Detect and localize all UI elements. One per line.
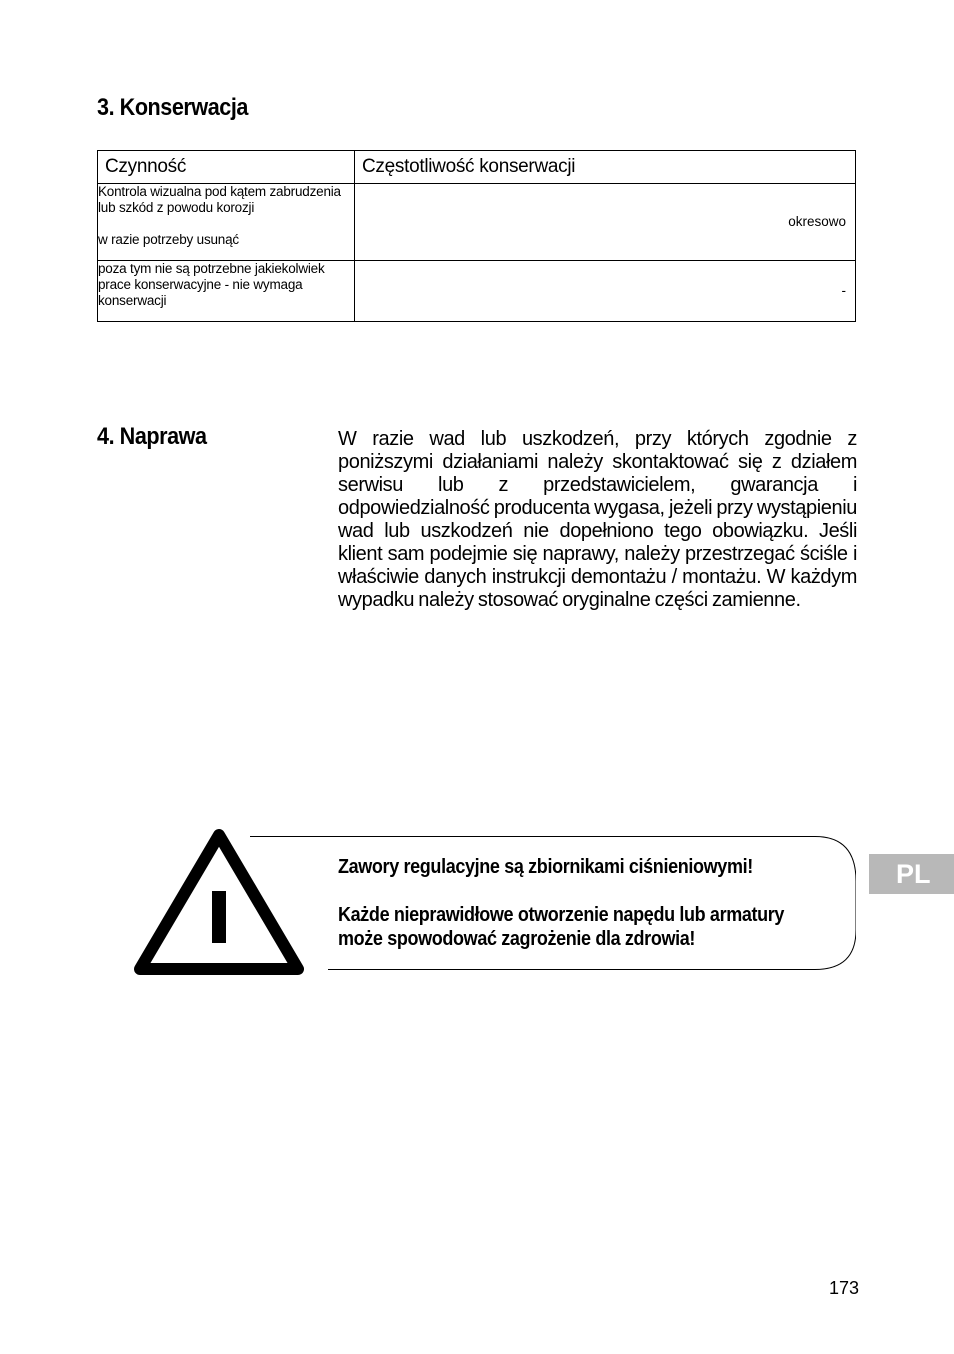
section-heading-naprawa: 4. Naprawa — [97, 423, 207, 450]
repair-paragraph: W razie wad lub uszkodzeń, przy których zgodnie z poniższymi działaniami należy skontaktować się z działem serwisu lub z przedstawicielem, gwarancja i odpowiedzialność producenta wygasa, jeżeli przy wystąpieniu wad lub uszkodzeń nie dopełniono tego obowiązku. Jeśli klient sam podejmie się naprawy, należy przestrzegać ściśle i właściwie danych instrukcji demontażu / montażu. W każdym wypadku należy stosować oryginalne części zamienne. — [338, 428, 857, 611]
activity-text: w razie potrzeby usunąć — [98, 232, 239, 247]
page-number: 173 — [829, 1278, 860, 1298]
section-heading-konserwacja: 3. Konserwacja — [97, 94, 248, 121]
frequency-text: - — [841, 283, 846, 298]
activity-cell — [98, 184, 355, 261]
activity-text: Kontrola wizualna pod kątem zabrudzenia lub szkód z powodu korozji — [98, 184, 341, 215]
table-row — [98, 261, 856, 322]
warning-triangle-icon — [134, 829, 304, 979]
table-row — [98, 184, 856, 261]
frequency-cell — [355, 184, 856, 261]
activity-cell — [98, 261, 355, 322]
maintenance-table — [97, 150, 856, 322]
language-tab: PL — [869, 854, 954, 894]
warning-text-danger: Każde nieprawidłowe otworzenie napędu lub armatury może spowodować zagrożenie dla zdrowia! — [338, 904, 785, 950]
frequency-cell — [355, 261, 856, 322]
table-header-row — [98, 151, 856, 184]
activity-text: poza tym nie są potrzebne jakiekolwiek prace konserwacyjne - nie wymaga konserwacji — [98, 261, 325, 308]
warning-text-pressure: Zawory regulacyjne są zbiornikami ciśnieniowymi! — [338, 856, 753, 878]
column-header-frequency: Częstotliwość konserwacji — [355, 151, 856, 184]
frequency-text: okresowo — [788, 214, 846, 229]
column-header-activity: Czynność — [98, 151, 355, 184]
